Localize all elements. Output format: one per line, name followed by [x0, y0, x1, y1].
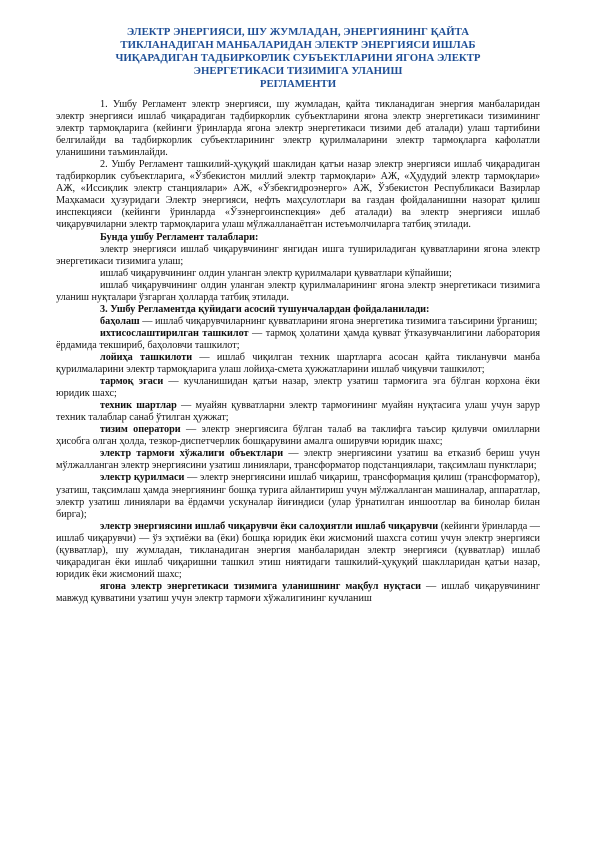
document-body — [56, 99, 540, 605]
definition-text: — тармоқ ҳолатини ҳамда қувват ўтказувчанлигини лаборатория ёрдамида текшириб, баҳоловчи ташкилот; — [56, 327, 540, 351]
definition-item — [56, 352, 540, 376]
paragraph-heading-requirements — [56, 232, 540, 244]
definition-text: — кучланишидан қатъи назар, электр узатиш тармоғига эга бўлган корхона ёки юридик шахс; — [56, 376, 540, 400]
title-line: РЕГЛАМЕНТИ — [259, 78, 337, 90]
paragraph-2 — [56, 159, 540, 231]
paragraph-text: электр энергияси ишлаб чиқарувчининг янгидан ишга тушириладиган қувватларини ягона электр энергетикаси тизимига улаш; — [56, 243, 540, 267]
definition-text: — электр энергиясига бўлган талаб ва таклифга таъсир қилувчи омилларни ҳисобга олган ҳолда, тезкор-диспетчерлик бошқарувини амалга оширувчи юридик шахс; — [56, 424, 540, 448]
title-line: ТИКЛАНАДИГАН МАНБАЛАРИДАН ЭЛЕКТР ЭНЕРГИЯСИ ИШЛАБ — [120, 39, 476, 51]
definition-term: ягона электр энергетикаси тизимига уланишнинг мақбул нуқтаси — [100, 580, 421, 592]
definition-text: — ишлаб чиқарувчининг мавжуд қувватини узатиш учун электр тармоғи хўжалигининг кучланиш — [56, 580, 541, 604]
definition-term: тармоқ эгаси — [100, 376, 164, 388]
definition-term: ихтисослаштирилган ташкилот — [100, 327, 249, 339]
paragraph-1 — [56, 99, 540, 159]
requirement-item — [56, 244, 540, 268]
definition-item — [56, 581, 540, 605]
paragraph-text: ишлаб чиқарувчининг олдин уланган электр қурилмаларининг ягона электр энергетикаси тизимига уланиш нуқталари ўзгарган ҳолларда татбиқ этилади. — [56, 279, 540, 303]
paragraph-heading-definitions — [56, 304, 540, 316]
definition-item — [56, 448, 540, 472]
title-line: ЧИҚАРАДИГАН ТАДБИРКОРЛИК СУБЪЕКТЛАРИНИ ЯГОНА ЭЛЕКТР — [115, 52, 481, 64]
definition-term: техник шартлар — [100, 400, 177, 412]
paragraph-term: 3. Ушбу Регламентда қуйидаги асосий тушунчалардан фойдаланилади: — [100, 303, 430, 315]
paragraph-term: Бунда ушбу Регламент талаблари: — [100, 231, 259, 243]
document-title — [60, 26, 536, 91]
definition-text: — ишлаб чиқарувчиларнинг қувватларини ягона энергетика тизимига таъсирини ўрганиш; — [139, 315, 538, 327]
definition-text: — муайян қувватларни электр тармоғининг муайян нуқтасига улаш учун зарур техник талаблар санаб ўтилган ҳужжат; — [56, 400, 541, 424]
definition-text: — ишлаб чиқилган техник шартларга асосан қайта тикланувчи манба қурилмаларини электр тармоқларига улаш лойиҳа-смета ҳужжатларини ишлаб чиқувчи ташкилот; — [56, 351, 540, 376]
definition-term: баҳолаш — [100, 315, 140, 327]
definition-text: — электр энергиясини узатиш ва етказиб бериш учун мўлжалланган электр энергиясини узатиш линиялари, трансформатор подстанциялари, тақсимлаш пунктлари; — [56, 448, 540, 472]
paragraph-text: ишлаб чиқарувчининг олдин уланган электр қурилмалари қувватлари кўпайиши; — [100, 267, 452, 279]
definition-term: электр тармоғи хўжалиги объектлари — [100, 448, 284, 460]
definition-item — [56, 376, 540, 400]
title-line: ЭЛЕКТР ЭНЕРГИЯСИ, ШУ ЖУМЛАДАН, ЭНЕРГИЯНИНГ ҚАЙТА — [126, 26, 470, 38]
definition-item — [56, 328, 540, 352]
definition-item — [56, 424, 540, 448]
paragraph-text: 2. Ушбу Регламент ташкилий-ҳуқуқий шаклидан қатъи назар электр энергияси ишлаб чиқарадиган тадбиркорлик субъектларига, «Ўзбекистон миллий электр тармоқлари» АЖ, «Ҳудудий электр тармоқлари» АЖ, «Иссиқлик электр станциялари» АЖ, «Ўзбекгидроэнерго» АЖ, Ўзбекистон Республикаси Вазирлар Маҳкамаси ҳузуридаги Электр энергияси, нефть маҳсулотлари ва газдан фойдаланишни назорат қилиш инспекцияси (кейинги ўринларда «Ўзэнергоинспекция» деб аталади) ва электр энергияси ишлаб чиқарувчиларни электр тармоқларига улаш мўлжалланаётган истеъмолчиларга татбиқ этилади. — [56, 159, 540, 231]
requirement-item — [56, 280, 540, 304]
definition-term: тизим оператори — [100, 424, 181, 436]
definition-term: электр қурилмаси — [100, 472, 185, 484]
requirement-item — [56, 268, 540, 280]
definition-text: — электр энергиясини ишлаб чиқариш, трансформация қилиш (трансформатор), узатиш, тақсимлаш ҳамда энергиянинг бошқа турига айлантириш учун мўлжалланган машиналар, аппаратлар, электр узатиш линиялари ва ёрдамчи ускуналар йиғиндиси (улар ўрнатилган иншоотлар ва бинолар билан бирга); — [56, 472, 540, 520]
definition-item — [56, 472, 540, 520]
definition-term: лойиҳа ташкилоти — [100, 351, 193, 363]
definition-term: электр энергиясини ишлаб чиқарувчи ёки салоҳиятли ишлаб чиқарувчи — [100, 520, 439, 532]
definition-item — [56, 316, 540, 328]
definition-item — [56, 521, 540, 581]
definition-item — [56, 400, 540, 424]
paragraph-text: 1. Ушбу Регламент электр энергияси, шу жумладан, қайта тикланадиган энергия манбаларидан электр энергияси ишлаб чиқарадиган тадбиркорлик субъектларини ягона электр энергетикаси тизимининг электр тармоқларига (кейинги ўринларда ягона электр энергетикаси тизими деб аталади) улаш тартибини белгилайди ва тадбиркорлик субъектларининг электр қурилмаларини электр тармоқларга кафолатли уланишини таъминлайди. — [56, 99, 540, 159]
definition-text: (кейинги ўринларда — ишлаб чиқарувчи) — ўз эҳтиёжи ва (ёки) бошқа юридик ёки жисмоний шахсга сотиш учун электр энергияси (қувватлар), шу жумладан, тикланадиган энергия манбаларидан электр энергияси (қувватлар) ишлаб чиқарадиган ёки ишлаб чиқаришни ташкил этиш ниятидаги ташкилий-ҳуқуқий шаклларидан қатъи назар, юридик ёки жисмоний шахс; — [56, 520, 540, 580]
title-line: ЭНЕРГЕТИКАСИ ТИЗИМИГА УЛАНИШ — [193, 65, 403, 77]
